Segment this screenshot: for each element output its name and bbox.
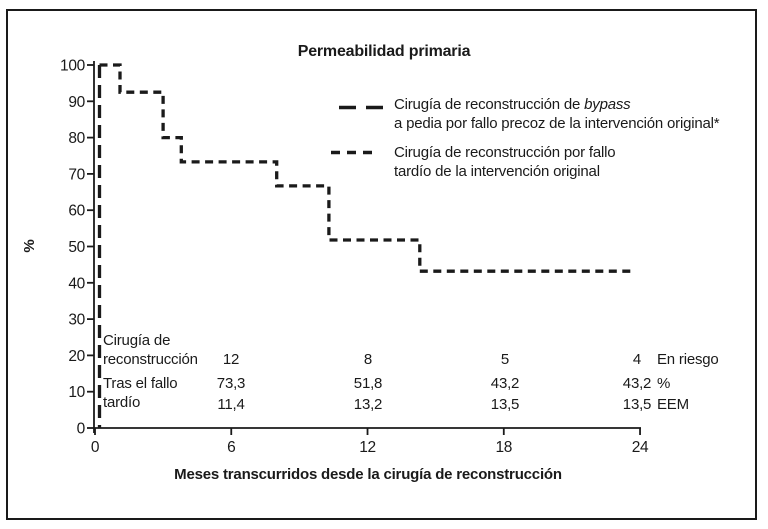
at-risk-12mo: 8 [363, 351, 373, 368]
at-risk-6mo: 12 [222, 351, 240, 368]
legend-entry-precoz-line2: a pedia por fallo precoz de la intervención original* [394, 115, 720, 132]
risk-row1-label-line2: reconstrucción [103, 351, 198, 368]
pct-unit: % [657, 375, 671, 392]
y-tick-label: 30 [68, 311, 85, 329]
y-tick-label: 50 [68, 239, 85, 256]
pct-12mo: 51,8 [353, 375, 383, 392]
y-tick-label: 20 [68, 347, 85, 365]
y-tick-label: 0 [76, 420, 85, 438]
pct-24mo: 43,2 [622, 375, 652, 392]
legend-entry-tardio-line1: Cirugía de reconstrucción por fallo [394, 144, 616, 161]
x-tick-label: 18 [495, 439, 513, 456]
y-tick-label: 60 [68, 202, 85, 220]
legend-entry-tardio [394, 143, 615, 181]
risk-row1-label-line1: Cirugía de [103, 332, 171, 349]
pct-18mo: 43,2 [490, 375, 520, 392]
legend-sample-short-dash [330, 148, 376, 157]
risk-row2-label-line1: Tras el fallo [103, 375, 178, 392]
risk-row2-label-line2: tardío [103, 394, 141, 411]
pct-6mo: 73,3 [216, 375, 246, 392]
at-risk-18mo: 5 [500, 351, 510, 368]
at-risk-24mo: 4 [632, 351, 642, 368]
y-tick-label: 10 [68, 384, 85, 402]
chart-title: Permeabilidad primaria [297, 43, 471, 60]
eem-24mo: 13,5 [622, 396, 652, 413]
x-tick-label: 0 [90, 439, 100, 456]
eem-12mo: 13,2 [353, 396, 383, 413]
x-tick-label: 6 [227, 439, 236, 456]
x-tick-label: 24 [631, 439, 649, 456]
eem-18mo: 13,5 [490, 396, 520, 413]
legend-entry-tardio-line2: tardío de la intervención original [394, 163, 600, 180]
x-tick-label: 12 [359, 439, 376, 456]
y-tick-label: 90 [68, 93, 85, 111]
eem-6mo: 11,4 [217, 396, 245, 413]
y-tick-label: 70 [68, 166, 85, 184]
x-axis-label: Meses transcurridos desde la cirugía de reconstrucción [174, 466, 562, 483]
y-tick-label: 40 [68, 275, 85, 293]
y-axis-label: % [20, 239, 38, 253]
eem-unit: EEM [657, 396, 689, 413]
legend-entry-precoz-line1: Cirugía de reconstrucción de bypass [394, 96, 631, 113]
legend-sample-long-dash [337, 103, 387, 112]
at-risk-unit: En riesgo [657, 351, 719, 368]
y-tick-label: 80 [68, 130, 85, 148]
y-tick-label: 100 [60, 57, 85, 75]
legend-entry-precoz [394, 95, 719, 133]
